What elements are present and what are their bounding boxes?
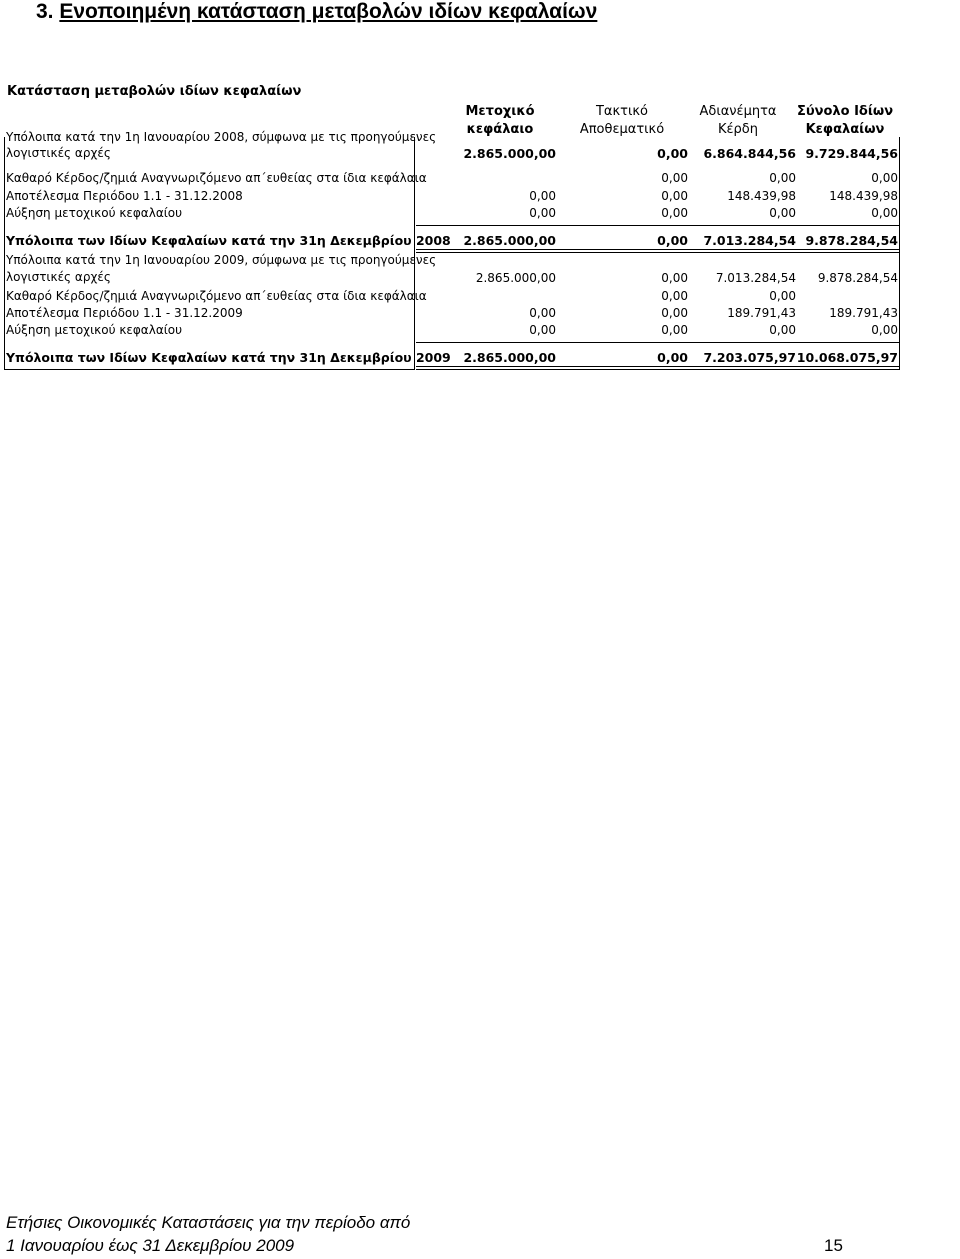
cell-legal-reserve: 0,00	[657, 350, 688, 365]
cell-retained-earnings: 6.864.844,56	[703, 146, 796, 161]
cell-retained-earnings: 7.013.284,54	[703, 233, 796, 248]
cell-share-capital: 2.865.000,00	[475, 271, 556, 285]
cell-retained-earnings: 0,00	[769, 323, 796, 337]
cell-share-capital: 2.865.000,00	[463, 350, 556, 365]
row-label-cont: λογιστικές αρχές	[6, 146, 111, 160]
cell-share-capital: 0,00	[529, 306, 556, 320]
row-label: Υπόλοιπα κατά την 1η Ιανουαρίου 2009, σύμφωνα με τις προηγούμενες	[6, 253, 437, 267]
column-header-line: Αποθεματικό	[579, 122, 665, 137]
row-label: Αύξηση μετοχικού κεφαλαίου	[6, 323, 183, 337]
column-header-line: Τακτικό	[595, 104, 648, 119]
cell-total-equity: 10.068.075,97	[796, 350, 898, 365]
right-border	[899, 137, 900, 370]
footer-line-2: 1 Ιανουαρίου έως 31 Δεκεμβρίου 2009	[6, 1236, 295, 1255]
footer-line-1: Ετήσιες Οικονομικές Καταστάσεις για την περίοδο από	[6, 1213, 411, 1232]
cell-legal-reserve: 0,00	[657, 233, 688, 248]
page-number: 15	[824, 1236, 843, 1255]
cell-share-capital: 0,00	[529, 323, 556, 337]
cell-legal-reserve: 0,00	[661, 289, 688, 303]
column-header-line: Μετοχικό	[465, 104, 535, 119]
cell-retained-earnings: 189.791,43	[727, 306, 796, 320]
statement-subtitle: Κατάσταση μεταβολών ιδίων κεφαλαίων	[7, 84, 302, 99]
row-label: Υπόλοιπα κατά την 1η Ιανουαρίου 2008, σύμφωνα με τις προηγούμενες	[6, 130, 437, 144]
column-header-share-capital	[452, 103, 548, 139]
cell-total-equity: 9.878.284,54	[805, 233, 898, 248]
cell-share-capital: 0,00	[529, 189, 556, 203]
column-header-line: κεφάλαιο	[466, 122, 534, 137]
row-label: Αύξηση μετοχικού κεφαλαίου	[6, 206, 183, 220]
section-heading	[36, 0, 597, 24]
section-number: 3.	[36, 0, 54, 23]
cell-legal-reserve: 0,00	[657, 146, 688, 161]
cell-retained-earnings: 0,00	[769, 171, 796, 185]
section-title: Ενοποιημένη κατάσταση μεταβολών ιδίων κεφαλαίων	[59, 0, 598, 23]
column-header-line: Σύνολο Ιδίων	[796, 104, 894, 119]
cell-legal-reserve: 0,00	[661, 171, 688, 185]
row-label-cont: λογιστικές αρχές	[6, 270, 111, 284]
row-label: Υπόλοιπα των Ιδίων Κεφαλαίων κατά την 31η Δεκεμβρίου 2009	[6, 350, 451, 365]
cell-retained-earnings: 7.013.284,54	[715, 271, 796, 285]
subtotal-rule	[416, 225, 900, 226]
row-label: Αποτέλεσμα Περιόδου 1.1 - 31.12.2008	[6, 189, 243, 203]
row-label: Υπόλοιπα των Ιδίων Κεφαλαίων κατά την 31η Δεκεμβρίου 2008	[6, 233, 451, 248]
cell-total-equity: 0,00	[871, 171, 898, 185]
row-label: Καθαρό Κέρδος/ζημιά Αναγνωριζόμενο απ΄ευθείας στα ίδια κεφάλαια	[6, 171, 427, 185]
cell-legal-reserve: 0,00	[661, 323, 688, 337]
column-header-line: Κεφαλαίων	[805, 122, 885, 137]
subtotal-rule	[416, 342, 900, 343]
cell-legal-reserve: 0,00	[661, 189, 688, 203]
cell-total-equity: 0,00	[871, 323, 898, 337]
cell-retained-earnings: 0,00	[769, 289, 796, 303]
row-label: Καθαρό Κέρδος/ζημιά Αναγνωριζόμενο απ΄ευθείας στα ίδια κεφάλαια	[6, 289, 427, 303]
cell-share-capital: 2.865.000,00	[463, 146, 556, 161]
cell-total-equity: 0,00	[871, 206, 898, 220]
cell-total-equity: 9.729.844,56	[805, 146, 898, 161]
cell-retained-earnings: 7.203.075,97	[703, 350, 796, 365]
column-header-line: Κέρδη	[718, 122, 758, 137]
cell-legal-reserve: 0,00	[661, 306, 688, 320]
cell-total-equity: 189.791,43	[829, 306, 898, 320]
cell-total-equity: 9.878.284,54	[817, 271, 898, 285]
column-header-retained-earnings	[690, 103, 786, 139]
cell-total-equity: 148.439,98	[829, 189, 898, 203]
cell-legal-reserve: 0,00	[661, 271, 688, 285]
cell-share-capital: 2.865.000,00	[463, 233, 556, 248]
column-header-legal-reserve	[572, 103, 672, 139]
column-header-total-equity	[795, 103, 895, 139]
equity-changes-table	[4, 130, 900, 370]
cell-legal-reserve: 0,00	[661, 206, 688, 220]
total-double-rule	[416, 249, 900, 253]
cell-retained-earnings: 0,00	[769, 206, 796, 220]
total-double-rule	[416, 366, 900, 370]
column-header-line: Αδιανέμητα	[699, 104, 777, 119]
cell-retained-earnings: 148.439,98	[727, 189, 796, 203]
row-label: Αποτέλεσμα Περιόδου 1.1 - 31.12.2009	[6, 306, 243, 320]
cell-share-capital: 0,00	[529, 206, 556, 220]
